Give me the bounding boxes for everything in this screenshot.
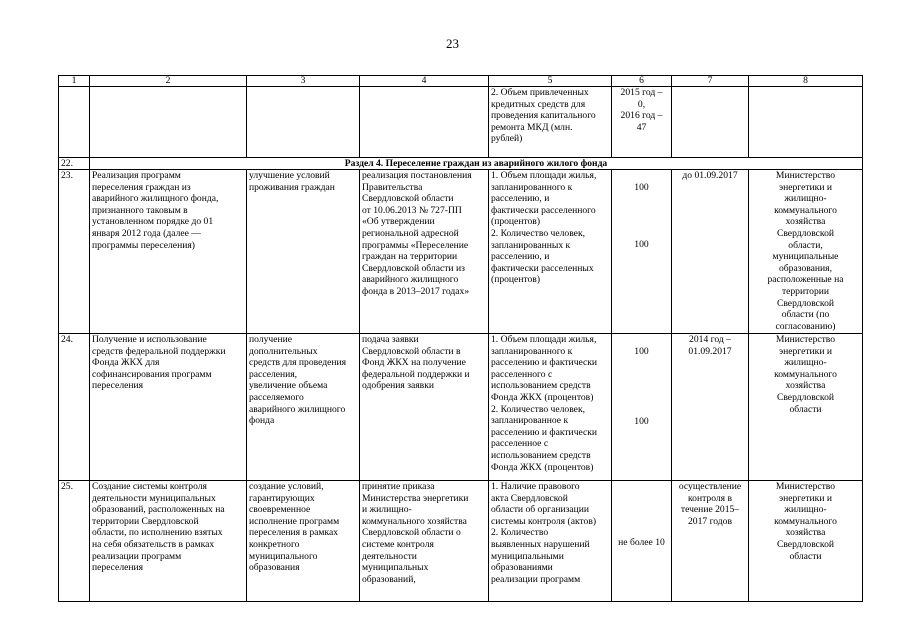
indicator-value-2: 100 [634, 239, 649, 251]
table-row [59, 334, 863, 481]
header-cell-3: 3 [247, 76, 360, 87]
action-cell [360, 87, 489, 158]
header-cell-2: 2 [90, 76, 247, 87]
indicator-cell: 1. Объем площади жилья, запланированного к расселению, и фактически расселенного (процентов) 2. Количество человек, запланированных к расселению, и фактически расселенных (процентов) [489, 170, 612, 334]
indicator-value-1: 100 [634, 345, 649, 357]
table-row [59, 170, 863, 334]
indicator-value-cell [612, 334, 672, 481]
deadline-cell: 2014 год – 01.09.2017 [672, 334, 749, 481]
row-number-cell: 24. [59, 334, 90, 481]
row-number-cell: 25. [59, 481, 90, 602]
event-name-cell: Реализация программ переселения граждан из аварийного жилищного фонда, признанного таковым в установленном порядке до 01 января 2012 года (далее — программы переселения) [90, 170, 247, 334]
header-cell-4: 4 [360, 76, 489, 87]
table-row [59, 481, 863, 602]
event-name-cell [90, 87, 247, 158]
action-cell: принятие приказа Министерства энергетики и жилищно- коммунального хозяйства Свердловской области о системе контроля деятельности муниципальных образований, [360, 481, 489, 602]
row-number-cell [59, 87, 90, 158]
header-cell-5: 5 [489, 76, 612, 87]
responsible-cell: Министерство энергетики и жилищно- коммунального хозяйства Свердловской области [749, 481, 863, 602]
header-cell-8: 8 [749, 76, 863, 87]
deadline-cell [672, 87, 749, 158]
goal-cell: улучшение условий проживания граждан [247, 170, 360, 334]
goal-cell: получение дополнительных средств для проведения расселения, увеличение объема расселяемого аварийного жилищного фонда [247, 334, 360, 481]
indicator-value-2: не более 10 [618, 537, 665, 549]
goal-cell [247, 87, 360, 158]
indicator-value-cell: 2015 год – 0, 2016 год – 47 [612, 87, 672, 158]
header-cell-6: 6 [612, 76, 672, 87]
table-header-row [59, 76, 863, 87]
indicator-cell: 1. Объем площади жилья, запланированного к расселению и фактически расселенного с использованием средств Фонда ЖКХ (процентов) 2. Количество человек, запланированное к расселению и фактически расселенное с использованием средств Фонда ЖКХ (процентов) [489, 334, 612, 481]
row-number-cell: 23. [59, 170, 90, 334]
responsible-cell: Министерство энергетики и жилищно- коммунального хозяйства Свердловской области, муниципальные образования, расположенные на территории Свердловской области (по согласованию) [749, 170, 863, 334]
event-name-cell: Создание системы контроля деятельности муниципальных образований, расположенных на территории Свердловской области, по исполнению взятых на себя обязательств в рамках реализации программ переселения [90, 481, 247, 602]
indicator-value-1: 100 [634, 181, 649, 193]
deadline-cell: до 01.09.2017 [672, 170, 749, 334]
event-name-cell: Получение и использование средств федеральной поддержки Фонда ЖКХ для софинансирования программ переселения [90, 334, 247, 481]
goal-cell: создание условий, гарантирующих своевременное исполнение программ переселения в рамках конкретного муниципального образования [247, 481, 360, 602]
header-cell-7: 7 [672, 76, 749, 87]
deadline-cell: осуществление контроля в течение 2015– 2017 годов [672, 481, 749, 602]
indicator-value-2: 100 [634, 416, 649, 428]
responsible-cell: Министерство энергетики и жилищно- коммунального хозяйства Свердловской области [749, 334, 863, 481]
plan-table [58, 75, 863, 602]
indicator-value-cell [612, 170, 672, 334]
section-row [59, 158, 863, 170]
responsible-cell [749, 87, 863, 158]
action-cell: реализация постановления Правительства Свердловской области от 10.06.2013 № 727-ПП «Об утверждении региональной адресной программы «Переселение граждан на территории Свердловской области из аварийного жилищного фонда в 2013–2017 годах» [360, 170, 489, 334]
page-number: 23 [446, 36, 459, 51]
section-title: Раздел 4. Переселение граждан из аварийного жилого фонда [90, 158, 863, 170]
table-row-continued [59, 87, 863, 158]
indicator-cell: 1. Наличие правового акта Свердловской области об организации системы контроля (актов) 2. Количество выявленных нарушений муниципальными образованиями реализации программ [489, 481, 612, 602]
indicator-cell: 2. Объем привлеченных кредитных средств для проведения капитального ремонта МКД (млн. рублей) [489, 87, 612, 158]
action-cell: подача заявки Свердловской области в Фонд ЖКХ на получение федеральной поддержки и одобрения заявки [360, 334, 489, 481]
section-number-cell: 22. [59, 158, 90, 170]
header-cell-1: 1 [59, 76, 90, 87]
indicator-value-cell [612, 481, 672, 602]
